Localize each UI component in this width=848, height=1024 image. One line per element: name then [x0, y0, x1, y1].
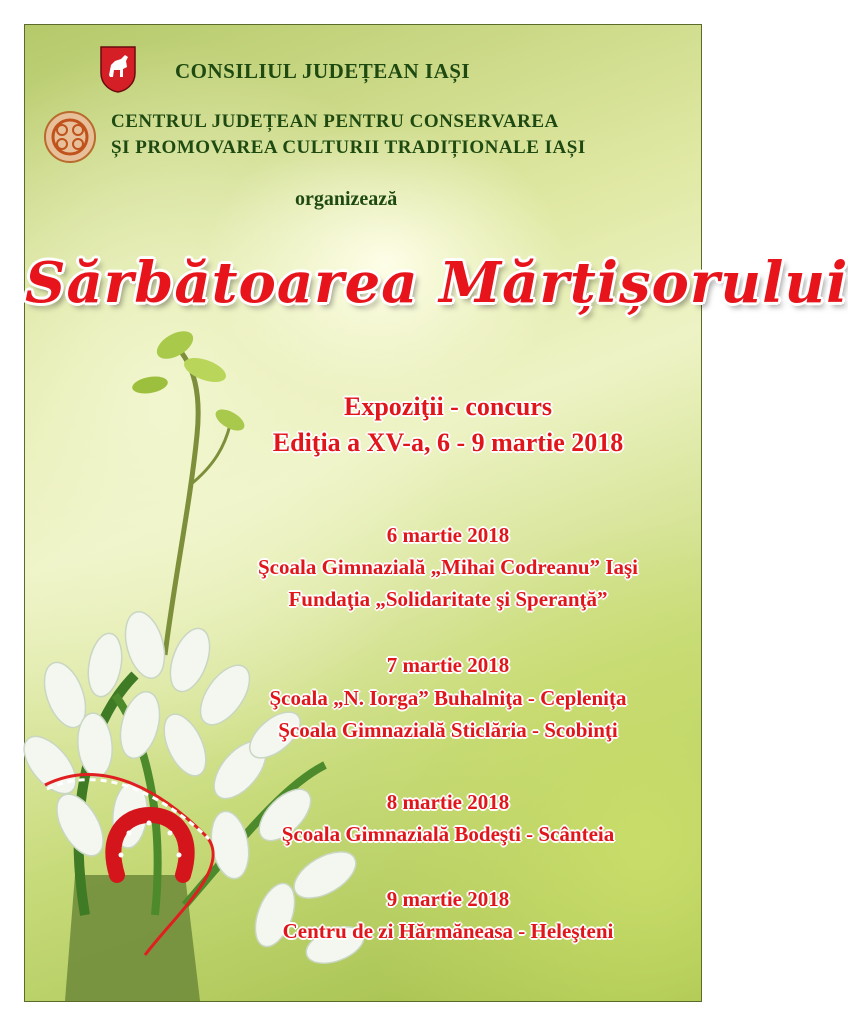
schedule-venue-2a: Şcoala „N. Iorga” Buhalniţa - Ceplenița — [269, 686, 627, 710]
center-name-line2: ȘI PROMOVAREA CULTURII TRADIȚIONALE IAȘI — [111, 137, 586, 158]
schedule-date-1: 6 martie 2018 — [386, 523, 510, 547]
traditional-culture-emblem-icon — [43, 110, 97, 164]
iasi-county-crest-icon — [99, 45, 137, 93]
festival-title: Sărbătoarea Mărțișorului — [25, 250, 848, 316]
schedule-date-4: 9 martie 2018 — [386, 887, 510, 911]
schedule-venue-2b: Şcoala Gimnazială Sticlăria - Scobinţi — [278, 718, 618, 742]
center-name-line1: CENTRUL JUDEȚEAN PENTRU CONSERVAREA — [111, 111, 559, 132]
organizer-word: organizează — [295, 188, 398, 210]
council-name: CONSILIUL JUDEȚEAN IAȘI — [175, 59, 471, 83]
schedule-venue-4a: Centru de zi Hărmăneasa - Heleşteni — [282, 919, 614, 943]
schedule-date-2: 7 martie 2018 — [386, 653, 510, 677]
subtitle-edition: Ediţia a XV-a, 6 - 9 martie 2018 — [272, 428, 624, 457]
schedule-venue-3a: Şcoala Gimnazială Bodeşti - Scânteia — [281, 822, 615, 846]
schedule-venue-1a: Şcoala Gimnazială „Mihai Codreanu” Iaşi — [258, 555, 638, 579]
schedule-venue-1b: Fundaţia „Solidaritate şi Speranţă” — [288, 587, 608, 611]
poster — [24, 24, 848, 1002]
schedule-date-3: 8 martie 2018 — [386, 790, 510, 814]
subtitle-exhibitions: Expoziţii - concurs — [344, 392, 552, 421]
